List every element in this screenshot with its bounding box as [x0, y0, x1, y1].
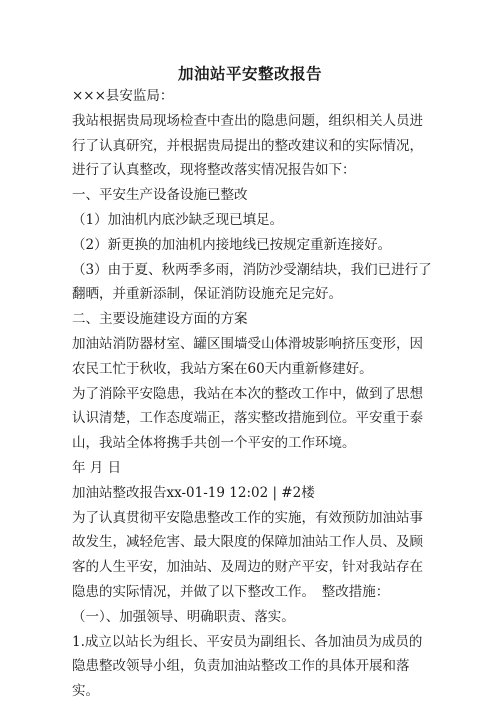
- list-item-2: （2）新更换的加油机内接地线已按规定重新连接好。: [72, 236, 392, 253]
- date-line: 年 月 日: [72, 459, 122, 476]
- section-heading-2: 二、主要设施建设方面的方案: [72, 311, 248, 328]
- measure-item-1: 1.成立以站长为组长、平安员为副组长、各加油员为成员的隐患整改领导小组，负责加油站整改工作的具体开展和落实。: [72, 633, 423, 700]
- conclusion-paragraph: 为了消除平安隐患，我站在本次的整改工作中，做到了思想认识清楚，工作态度端正，落实整改措施到位。平安重于泰山，我站全体将携手共创一个平安的工作环境。: [72, 385, 423, 452]
- section-heading-1: 一、平安生产设备设施已整改: [72, 187, 248, 204]
- document-title: 加油站平安整改报告: [177, 64, 322, 83]
- document-body: [72, 84, 434, 704]
- intro-paragraph: 我站根据贵局现场检查中查出的隐患问题，组织相关人员进行了认真研究，并根据贵局提出的整改建议和的实际情况，进行了认真整改，现将整改落实情况报告如下：: [72, 112, 423, 179]
- second-intro-paragraph: 为了认真贯彻平安隐患整改工作的实施，有效预防加油站事故发生，减轻危害、最大限度的保障加油站工作人员、及顾客的人生平安，加油站、及周边的财产平安，针对我站存在隐患的实际情况，并做了以下整改工作。 整改措施：: [72, 509, 423, 600]
- list-item-3: （3）由于夏、秋两季多雨，消防沙受潮结块，我们已进行了翻晒，并重新添制，保证消防设施充足完好。: [72, 261, 432, 303]
- addressee-line: ×××县安监局：: [72, 88, 174, 104]
- subsection-heading: （一）、加强领导、明确职责、落实。: [72, 608, 295, 625]
- plan-paragraph: 加油站消防器材室、罐区围墙受山体滑坡影响挤压变形，因农民工忙于秋收，我站方案在60天内重新修建好。: [72, 335, 423, 377]
- post-header: 加油站整改报告xx-01-19 12:02 | #2楼: [72, 484, 315, 501]
- list-item-1: （1）加油机内底沙缺乏现已填足。: [72, 211, 284, 228]
